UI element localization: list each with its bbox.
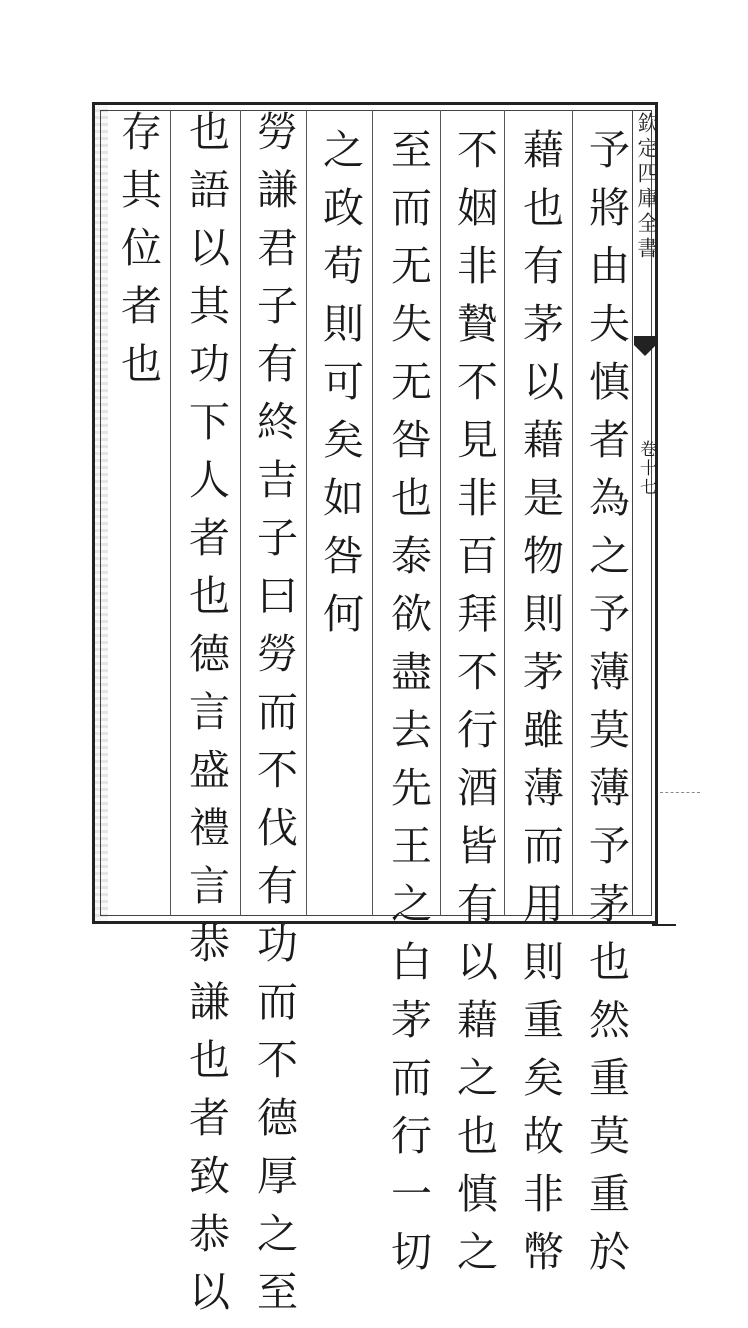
text-column-8: 存其位者也 — [114, 110, 162, 400]
column-rule — [170, 110, 171, 916]
text-column-2: 藉也有茅以藉是物則茅雖薄而用則重矣故非幣 — [516, 128, 564, 1288]
text-column-1: 予將由夫慎者為之予薄莫薄予茅也然重莫重於 — [582, 128, 630, 1288]
text-column-6: 勞謙君子有終吉子曰勞而不伐有功而不德厚之至 — [250, 110, 298, 1328]
corner-mark — [652, 910, 676, 926]
column-rule — [240, 110, 241, 916]
text-column-3: 不姻非贄不見非百拜不行酒皆有以藉之也慎之 — [450, 128, 498, 1288]
text-column-5: 之政苟則可矣如咎何 — [316, 128, 364, 650]
fold-title: 欽定四庫全書 — [635, 112, 659, 262]
column-rule — [504, 110, 505, 916]
margin-dash — [660, 792, 700, 793]
fold-volume-label: 卷十七 — [636, 440, 656, 497]
column-rule — [440, 110, 441, 916]
column-rule — [306, 110, 307, 916]
text-column-4: 至而无失无咎也泰欲盡去先王之白茅而行一切 — [384, 128, 432, 1288]
text-column-7: 也語以其功下人者也德言盛禮言恭謙也者致恭以 — [182, 110, 230, 1328]
column-rule — [372, 110, 373, 916]
column-rule — [572, 110, 573, 916]
